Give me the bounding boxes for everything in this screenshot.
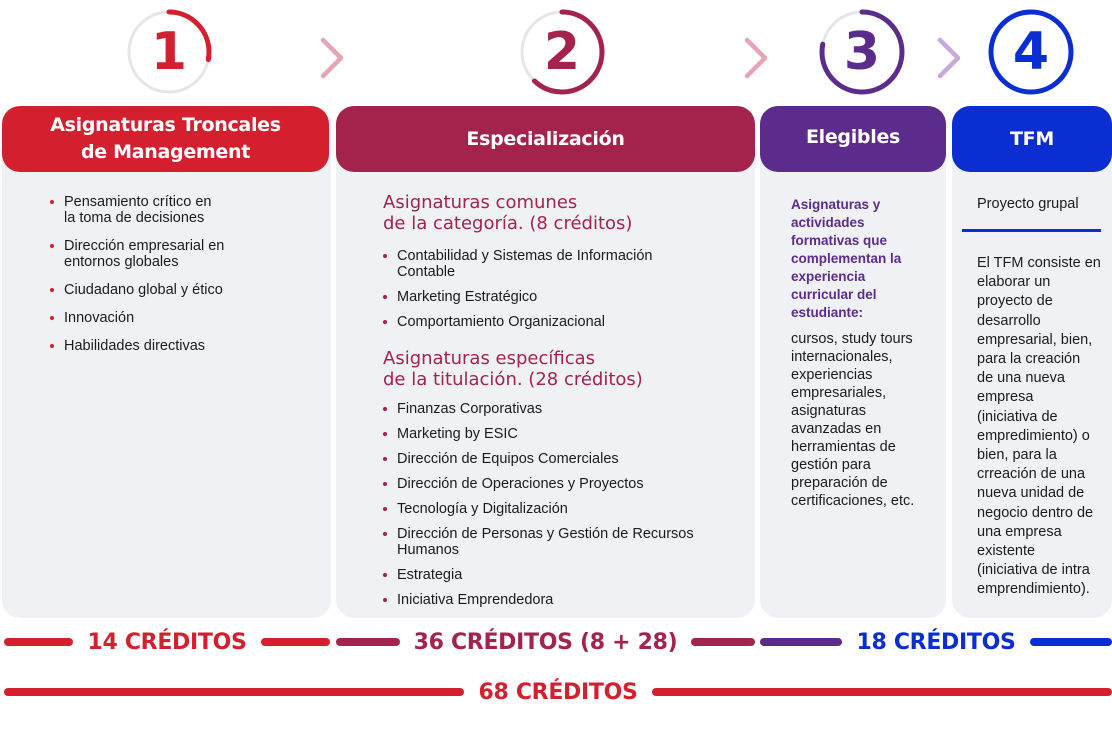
- intro-line: formativas que: [791, 233, 888, 248]
- heading-line: de la categoría. (8 créditos): [383, 213, 633, 234]
- body-line: internacionales,: [791, 349, 893, 365]
- list-item: Ciudadano global y ético: [50, 282, 310, 298]
- credits-troncales: [4, 628, 330, 656]
- body-line: gestión para: [791, 457, 871, 473]
- body-line: proyecto de: [977, 293, 1053, 310]
- troncales-list: [50, 194, 310, 354]
- list-item: Iniciativa Emprendedora: [383, 592, 743, 608]
- intro-line: curricular del: [791, 287, 877, 302]
- elegibles-intro: [791, 196, 941, 322]
- tfm-subtitle: Proyecto grupal: [977, 196, 1079, 212]
- credit-bar: [336, 638, 400, 646]
- body-line: cursos, study tours: [791, 331, 913, 347]
- intro-line: estudiante:: [791, 305, 864, 320]
- list-item: Pensamiento crítico en la toma de decisiones: [50, 194, 310, 226]
- step-3-indicator: [818, 8, 906, 96]
- list-item: Dirección de Operaciones y Proyectos: [383, 476, 743, 492]
- body-line: negocio dentro de: [977, 504, 1094, 521]
- body-line: preparación de: [791, 475, 888, 491]
- body-line: desarrollo: [977, 312, 1041, 329]
- credit-bar: [4, 688, 464, 696]
- credits-elegibles-tfm-label: 18 CRÉDITOS: [856, 629, 1016, 655]
- column-tfm: [952, 106, 1112, 618]
- column-elegibles-header: [760, 106, 946, 172]
- body-line: avanzadas en: [791, 421, 882, 437]
- body-line: elaborar un: [977, 274, 1051, 291]
- chevron-right-icon: [318, 36, 348, 80]
- credit-bar: [760, 638, 842, 646]
- especificas-list: [383, 401, 743, 608]
- comunes-heading: [383, 192, 743, 234]
- column-tfm-header: [952, 106, 1112, 172]
- step-1-number: 1: [150, 22, 188, 82]
- list-item: Innovación: [50, 310, 310, 326]
- tfm-body: [977, 254, 1111, 600]
- credits-especializacion-label: 36 CRÉDITOS (8 + 28): [413, 629, 678, 655]
- body-line: emprendimiento).: [977, 581, 1090, 598]
- list-item: Marketing by ESIC: [383, 426, 743, 442]
- elegibles-body: [791, 330, 943, 510]
- intro-line: complementan la: [791, 251, 902, 266]
- body-line: certificaciones, etc.: [791, 493, 915, 509]
- list-item: Contabilidad y Sistemas de Información Contable: [383, 248, 743, 280]
- body-line: existente: [977, 543, 1036, 560]
- credit-bar: [1030, 638, 1112, 646]
- heading-line: Asignaturas comunes: [383, 192, 578, 213]
- credits-total-label: 68 CRÉDITOS: [478, 679, 638, 705]
- step-3-number: 3: [843, 22, 881, 82]
- credit-bar: [691, 638, 755, 646]
- step-4-indicator: [987, 8, 1075, 96]
- body-line: empresa: [977, 389, 1034, 406]
- body-line: asignaturas: [791, 403, 866, 419]
- especificas-heading: [383, 348, 743, 390]
- body-line: para la creación: [977, 351, 1081, 368]
- body-line: (iniciativa de: [977, 408, 1058, 425]
- heading-line: de la titulación. (28 créditos): [383, 369, 643, 390]
- body-line: (iniciativa de intra: [977, 562, 1090, 579]
- step-2-number: 2: [543, 22, 581, 82]
- list-item: Estrategia: [383, 567, 743, 583]
- list-item: Finanzas Corporativas: [383, 401, 743, 417]
- column-especializacion-header: [336, 106, 755, 172]
- body-line: experiencias: [791, 367, 873, 383]
- list-item: Marketing Estratégico: [383, 289, 743, 305]
- column-tfm-title: TFM: [1010, 127, 1054, 150]
- column-troncales-title: [50, 112, 281, 166]
- column-troncales: [2, 106, 331, 618]
- column-especializacion: [336, 106, 755, 618]
- credits-especializacion: [336, 628, 755, 656]
- credits-elegibles-tfm: [760, 628, 1112, 656]
- intro-line: actividades: [791, 215, 865, 230]
- column-elegibles-title: Elegibles: [805, 125, 901, 148]
- list-item: Tecnología y Digitalización: [383, 501, 743, 517]
- heading-line: Asignaturas específicas: [383, 348, 596, 369]
- body-line: empresarial, bien,: [977, 331, 1093, 348]
- column-elegibles: [760, 106, 946, 618]
- chevron-right-icon: [742, 36, 772, 80]
- list-item: Dirección de Personas y Gestión de Recursos Humanos: [383, 526, 743, 558]
- comunes-list: [383, 248, 743, 330]
- body-line: herramientas de: [791, 439, 896, 455]
- step-2-indicator: [518, 8, 606, 96]
- credit-bar: [261, 638, 330, 646]
- list-item: Comportamiento Organizacional: [383, 314, 743, 330]
- intro-line: experiencia: [791, 269, 866, 284]
- list-item: Habilidades directivas: [50, 338, 310, 354]
- body-line: empredimiento) o: [977, 427, 1090, 444]
- step-1-indicator: [125, 8, 213, 96]
- body-line: bien, para la: [977, 447, 1057, 464]
- body-line: crreación de una: [977, 466, 1086, 483]
- column-especializacion-title: Especialización: [466, 127, 625, 150]
- title-line: de Management: [80, 141, 251, 163]
- tfm-divider: [962, 229, 1101, 232]
- body-line: El TFM consiste en: [977, 255, 1101, 271]
- body-line: empresariales,: [791, 385, 887, 401]
- title-line: Asignaturas Troncales: [50, 114, 281, 136]
- column-troncales-header: [2, 106, 329, 172]
- credit-bar: [652, 688, 1112, 696]
- body-line: nueva unidad de: [977, 485, 1085, 502]
- list-item: Dirección de Equipos Comerciales: [383, 451, 743, 467]
- list-item: Dirección empresarial en entornos globales: [50, 238, 310, 270]
- step-4-number: 4: [1012, 22, 1050, 82]
- credits-troncales-label: 14 CRÉDITOS: [87, 629, 247, 655]
- body-line: una empresa: [977, 523, 1062, 540]
- chevron-right-icon: [935, 36, 965, 80]
- body-line: de una nueva: [977, 370, 1065, 387]
- intro-line: Asignaturas y: [791, 197, 881, 212]
- credits-total: [4, 678, 1112, 706]
- credit-bar: [4, 638, 73, 646]
